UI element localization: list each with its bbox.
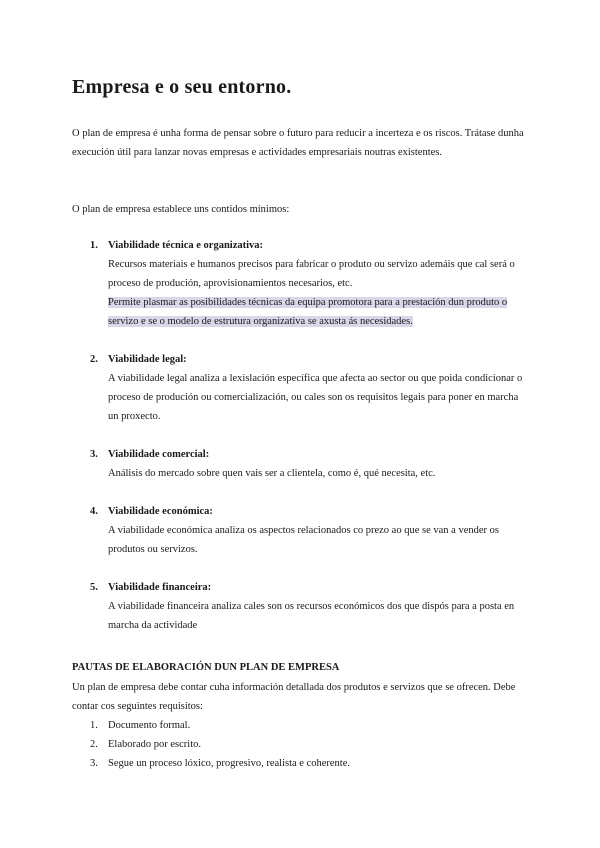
item-number: 3. xyxy=(90,449,98,460)
list-item xyxy=(72,445,528,483)
page-title: Empresa e o seu entorno. xyxy=(72,76,292,98)
viability-list xyxy=(72,236,528,635)
section-heading: PAUTAS DE ELABORACIÓN DUN PLAN DE EMPRESA xyxy=(72,662,340,673)
item-description: A viabilidade económica analiza os aspectos relacionados co prezo ao que se van a vender os produtos ou servizos. xyxy=(108,525,499,555)
item-title: Viabilidade financeira: xyxy=(108,582,212,593)
list-item xyxy=(72,578,528,635)
list-item xyxy=(72,716,528,735)
requirements-list xyxy=(72,716,528,773)
item-title: Viabilidade legal: xyxy=(108,354,187,365)
item-number: 3. xyxy=(90,758,98,769)
list-item xyxy=(72,236,528,331)
item-number: 1. xyxy=(90,720,98,731)
item-description: A viabilidade legal analiza a lexislación específica que afecta ao sector ou que poida condicionar o proceso de produción ou comercialización, ou cales son os requisitos legais para poner en marcha un proxecto. xyxy=(108,373,523,422)
item-description: Recursos materiais e humanos precisos para fabricar o produto ou servizo ademáis que cal será o proceso de produción, aprovisionamientos necesarios, etc. xyxy=(108,259,515,289)
item-number: 1. xyxy=(90,240,98,251)
intro-paragraph: O plan de empresa é unha forma de pensar sobre o futuro para reducir a incerteza e os riscos. Trátase dunha execución útil para lanzar novas empresas e actividades empresariais noutras existentes. xyxy=(72,128,524,158)
item-text: Elaborado por escrito. xyxy=(108,739,202,750)
item-number: 5. xyxy=(90,582,98,593)
item-title: Viabilidade comercial: xyxy=(108,449,210,460)
list-item xyxy=(72,502,528,559)
item-number: 2. xyxy=(90,354,98,365)
item-text: Segue un proceso lóxico, progresivo, realista e coherente. xyxy=(108,758,350,769)
list-item xyxy=(72,735,528,754)
contents-intro: O plan de empresa establece uns contidos mínimos: xyxy=(72,204,290,215)
item-number: 4. xyxy=(90,506,98,517)
item-description: A viabilidade financeira analiza cales son os recursos económicos dos que dispós para a posta en marcha da actividade xyxy=(108,601,515,631)
item-number: 2. xyxy=(90,739,98,750)
highlighted-text: Permite plasmar as posibilidades técnicas da equipa promotora para a prestación dun produto o servizo e se o modelo de estrutura organizativa se axusta ás necesidades. xyxy=(108,297,508,327)
list-item xyxy=(72,350,528,426)
item-description: Análisis do mercado sobre quen vais ser a clientela, como é, qué necesita, etc. xyxy=(108,468,436,479)
item-title: Viabilidade económica: xyxy=(108,506,213,517)
item-title: Viabilidade técnica e organizativa: xyxy=(108,240,264,251)
list-item xyxy=(72,754,528,773)
section-paragraph: Un plan de empresa debe contar cuha información detallada dos produtos e servizos que se ofrecen. Debe contar cos seguintes requisitos: xyxy=(72,682,516,712)
item-text: Documento formal. xyxy=(108,720,191,731)
